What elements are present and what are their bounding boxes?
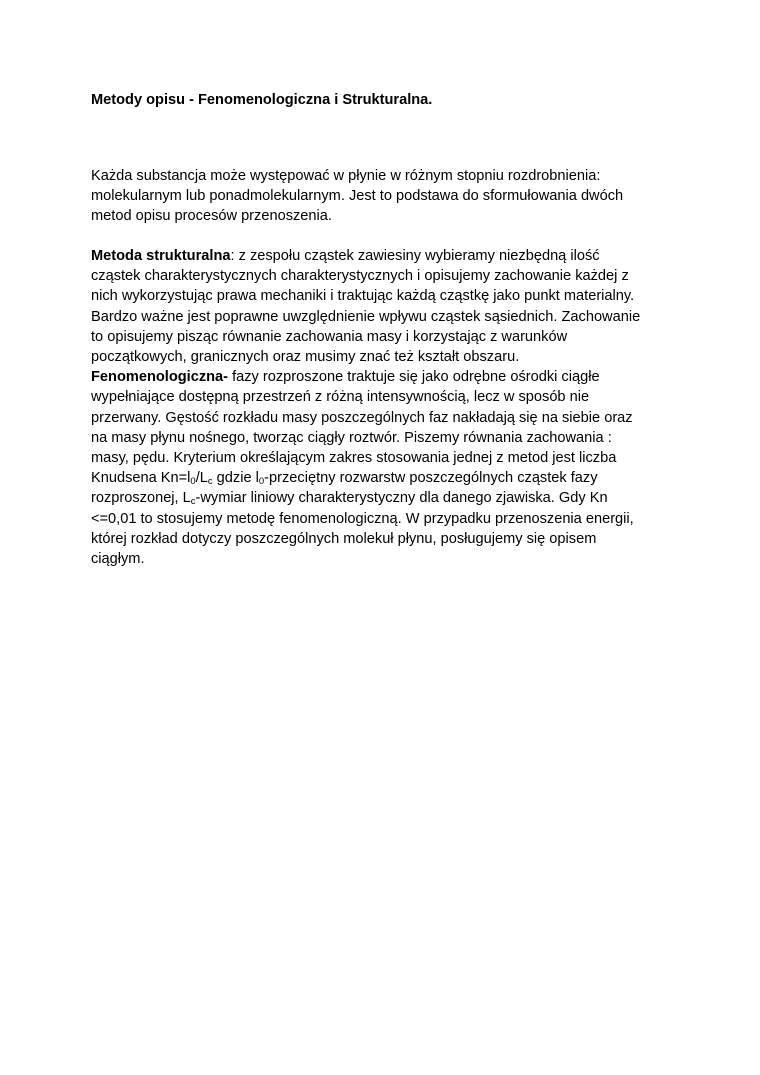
knudsen-number-line <box>91 468 640 488</box>
text-fragment: -wymiar liniowy charakterystyczny dla danego zjawiska. Gdy Kn <box>195 490 608 507</box>
structural-method-line <box>91 246 640 266</box>
document-title: Metody opisu - Fenomenologiczna i Strukturalna. <box>91 92 433 108</box>
text-line: molekularnym lub ponadmolekularnym. Jest to podstawa do sformułowania dwóch <box>91 188 624 205</box>
text-fragment: -przeciętny rozwarstw poszczególnych cząstek fazy <box>264 470 598 487</box>
text-fragment: rozproszonej, L <box>91 490 191 507</box>
dispersed-phase-line <box>91 488 640 508</box>
text-fragment: : z zespołu cząstek zawiesiny wybieramy niezbędną ilość <box>230 248 600 264</box>
text-line: na masy płynu nośnego, tworząc ciągły roztwór. Piszemy równania zachowania : <box>91 429 612 446</box>
text-line: <=0,01 to stosujemy metodę fenomenologiczną. W przypadku przenoszenia energii, <box>91 510 634 527</box>
structural-method-term: Metoda strukturalna <box>91 248 231 264</box>
subscript: c <box>190 496 196 508</box>
text-line: nich wykorzystując prawa mechaniki i traktując każdą cząstkę jako punkt materialny. <box>91 288 635 305</box>
phenomenological-method-line <box>91 367 640 387</box>
text-line: to opisujemy pisząc równanie zachowania masy i korzystając z warunków <box>91 328 568 345</box>
text-line: początkowych, granicznych oraz musimy znać też kształt obszaru. <box>91 349 520 366</box>
methods-paragraph <box>91 246 640 569</box>
subscript: c <box>207 476 213 488</box>
subscript: 0 <box>258 476 265 488</box>
text-line: Bardzo ważne jest poprawne uwzględnienie wpływu cząstek sąsiednich. Zachowanie <box>91 308 641 325</box>
text-fragment: gdzie l <box>212 470 259 487</box>
text-line: wypełniające dostępną przestrzeń z różną intensywnością, lecz w sposób nie <box>91 389 590 406</box>
text-fragment: fazy rozproszone traktuje się jako odrębne ośrodki ciągłe <box>228 369 600 386</box>
phenomenological-method-term: Fenomenologiczna- <box>91 369 229 386</box>
text-line: przerwany. Gęstość rozkładu masy poszczególnych faz nakładają się na siebie oraz <box>91 409 633 426</box>
text-line: Każda substancja może występować w płynie w różnym stopniu rozdrobnienia: <box>91 168 601 184</box>
text-line: masy, pędu. Kryterium określającym zakres stosowania jednej z metod jest liczba <box>91 450 617 467</box>
text-fragment: /L <box>195 470 208 487</box>
text-line: ciągłym. <box>91 551 145 568</box>
text-line: metod opisu procesów przenoszenia. <box>91 208 332 225</box>
text-line: cząstek charakterystycznych charakterystycznych i opisujemy zachowanie każdej z <box>91 268 629 285</box>
text-line: której rozkład dotyczy poszczególnych molekuł płynu, posługujemy się opisem <box>91 530 597 547</box>
intro-paragraph <box>91 166 623 227</box>
subscript: 0 <box>190 476 196 488</box>
text-fragment: Knudsena Kn=l <box>91 470 191 487</box>
